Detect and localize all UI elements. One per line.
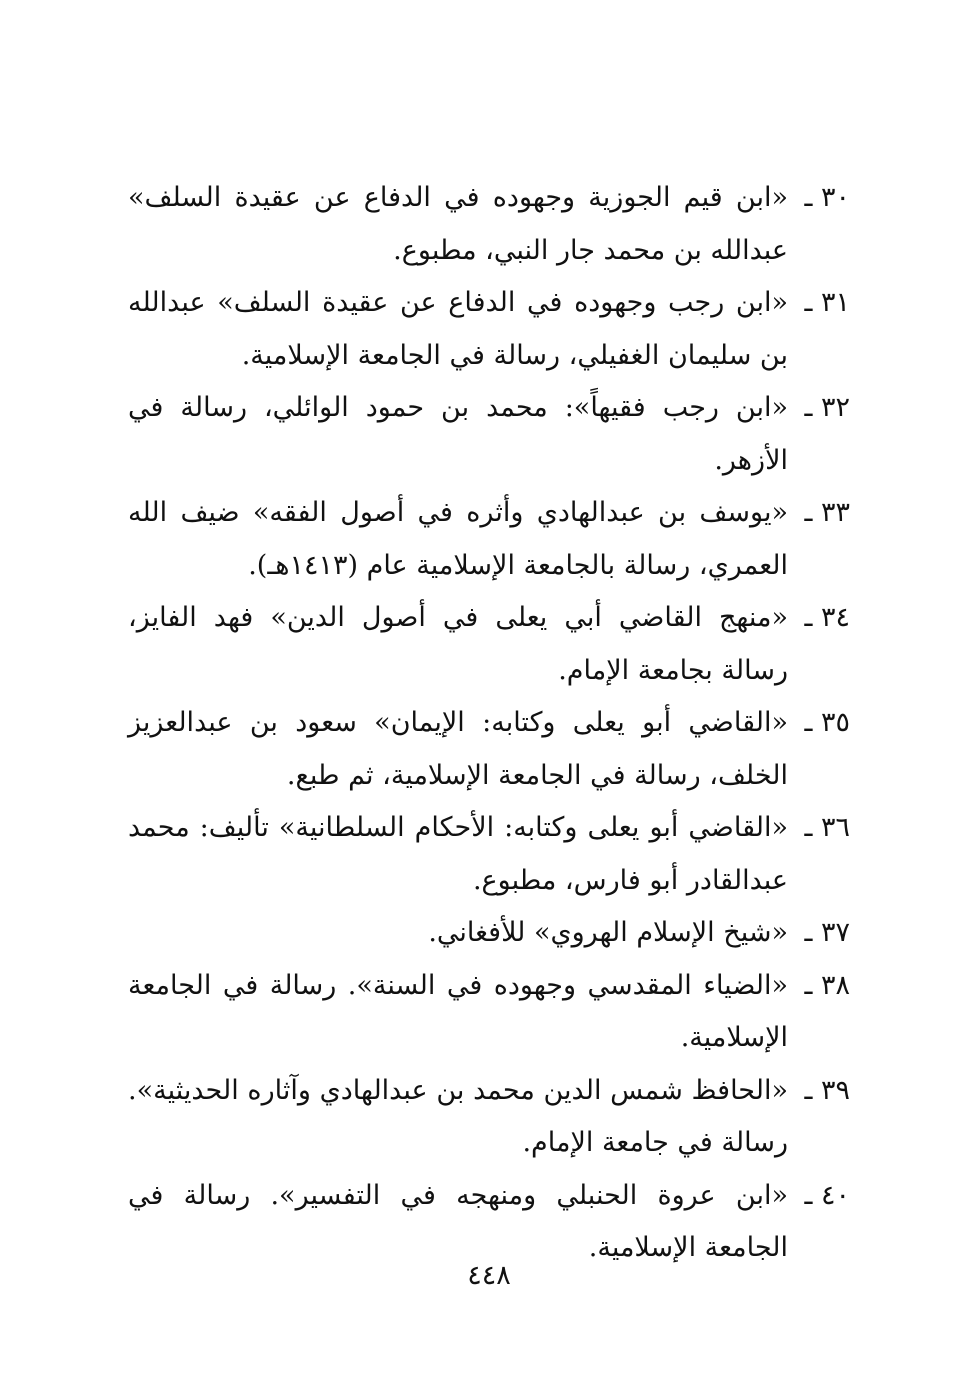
entry-text: «القاضي أبو يعلى وكتابه: الإيمان» سعود بن عبدالعزيز الخلف، رسالة في الجامعة الإسلامية، ثم طبع.	[128, 707, 788, 791]
page-number: ٤٤٨	[467, 1260, 511, 1291]
entry-text: «الضياء المقدسي وجهوده في السنة». رسالة في الجامعة الإسلامية.	[128, 969, 788, 1053]
entry-text: «يوسف بن عبدالهادي وأثره في أصول الفقه» ضيف الله العمري، رسالة بالجامعة الإسلامية عام (١٤١٣هـ).	[128, 497, 788, 581]
entry-number: ٣٩ ـ	[804, 1074, 850, 1106]
list-item	[128, 907, 850, 960]
list-item	[128, 592, 850, 697]
list-item	[128, 172, 850, 277]
entry-number: ٣٢ ـ	[804, 392, 850, 423]
list-item	[128, 802, 850, 907]
bibliography-list	[128, 172, 850, 1275]
entry-text: «ابن رجب فقيهاً»: محمد بن حمود الوائلي، رسالة في الأزهر.	[128, 392, 788, 476]
entry-text: «ابن رجب وجهوده في الدفاع عن عقيدة السلف» عبدالله بن سليمان الغفيلي، رسالة في الجامعة الإسلامية.	[128, 287, 788, 371]
entry-number: ٣٣ ـ	[804, 497, 850, 528]
list-item	[128, 697, 850, 802]
list-item	[128, 277, 850, 382]
entry-number: ٣٦ ـ	[804, 812, 850, 843]
list-item	[128, 960, 850, 1065]
entry-number: ٤٠ ـ	[804, 1179, 850, 1211]
list-item	[128, 1065, 850, 1170]
entry-number: ٣٧ ـ	[804, 917, 850, 948]
entry-number: ٣٤ ـ	[804, 602, 850, 633]
list-item	[128, 382, 850, 487]
entry-text: «ابن قيم الجوزية وجهوده في الدفاع عن عقيدة السلف» عبدالله بن محمد جار النبي، مطبوع.	[128, 182, 788, 266]
entry-text: «منهج القاضي أبي يعلى في أصول الدين» فهد الفايز، رسالة بجامعة الإمام.	[128, 602, 788, 686]
entry-number: ٣٥ ـ	[804, 707, 850, 738]
entry-text: «القاضي أبو يعلى وكتابه: الأحكام السلطانية» تأليف: محمد عبدالقادر أبو فارس، مطبوع.	[128, 812, 788, 896]
entry-number: ٣١ ـ	[804, 287, 850, 318]
entry-number: ٣٨ ـ	[804, 969, 850, 1001]
entry-text: «شيخ الإسلام الهروي» للأفغاني.	[428, 917, 788, 948]
entry-number: ٣٠ ـ	[804, 182, 850, 213]
entry-text: «الحافظ شمس الدين محمد بن عبدالهادي وآثاره الحديثية». رسالة في جامعة الإمام.	[128, 1074, 788, 1158]
list-item	[128, 487, 850, 592]
entry-text: «ابن عروة الحنبلي ومنهجه في التفسير». رسالة في الجامعة الإسلامية.	[128, 1179, 788, 1263]
